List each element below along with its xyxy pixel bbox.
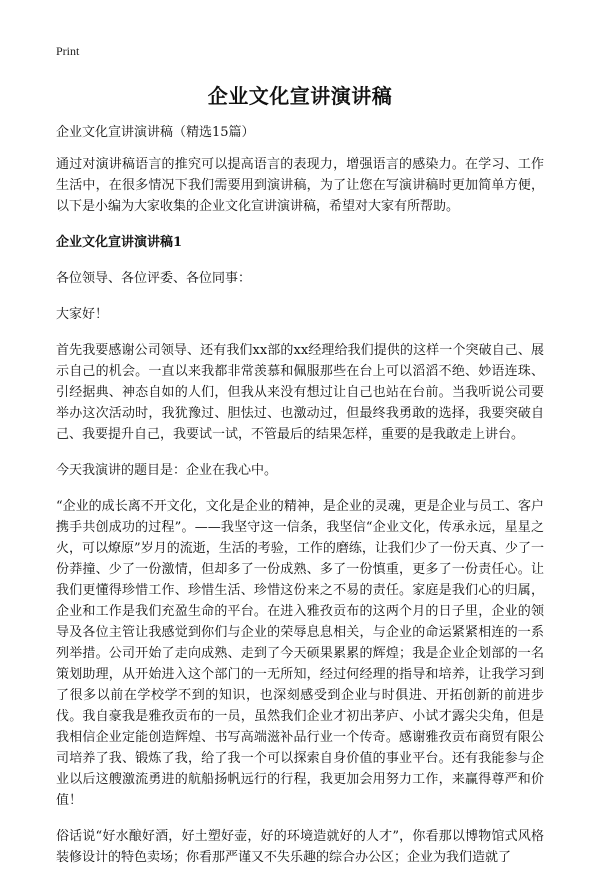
intro-paragraph: 通过对演讲稿语言的推究可以提高语言的表现力，增强语言的感染力。在学习、工作生活中，在很多情况下我们需要用到演讲稿，为了让您在写演讲稿时更加简单方便，以下是小编为大家收集的企业文化宣讲演讲稿，希望对大家有所帮助。 xyxy=(56,157,544,214)
greeting-paragraph: 大家好！ xyxy=(56,307,109,322)
page-title: 企业文化宣讲演讲稿 xyxy=(207,84,393,108)
article-subtitle: 企业文化宣讲演讲稿（精选15篇） xyxy=(56,125,255,140)
body-paragraph: “企业的成长离不开文化，文化是企业的精神，是企业的灵魂，更是企业与员工、客户携手共创成功的过程”。——我坚守这一信条，我坚信“企业文化，传承永远，星星之火，可以燎原”岁月的流逝，生活的考验，工作的磨练，让我们少了一份天真、少了一份莽撞、少了一份激情，但却多了一份成熟、多了一份慎重，更多了一份责任心。让我们更懂得珍惜工作、珍惜生活、珍惜这份来之不易的责任。家庭是我们心的归属，企业和工作是我们充盈生命的平台。在进入雅孜贡布的这两个月的日子里，企业的领导及各位主管让我感觉到你们与企业的荣辱息息相关，与企业的命运紧紧相连的一系列举措。公司开始了走向成熟、走到了今天硕果累累的辉煌；我是企业企划部的一名策划助理，从开始进入这个部门的一无所知，经过何经理的指导和培养，让我学习到了很多以前在学校学不到的知识，也深刻感受到企业与时俱进、开拓创新的前进步伐。我自豪我是雅孜贡布的一员，虽然我们企业才初出茅庐、小试才露尖尖角，但是我相信企业定能创造辉煌、书写高端滋补品行业一个传奇。感谢雅孜贡布商贸有限公司培养了我、锻炼了我，给了我一个可以探索自身价值的事业平台。还有我能参与企业以后这艘激流勇进的航船扬帆远行的行程，我更加会用努力工作，来赢得尊严和价值！ xyxy=(56,499,544,808)
body-paragraph: 首先我要感谢公司领导、还有我们xx部的xx经理给我们提供的这样一个突破自己、展示自己的机会。一直以来我都非常羡慕和佩服那些在台上可以滔滔不绝、妙语连珠、引经据典、神态自如的人们，但我从来没有想过让自己也站在台前。当我听说公司要举办这次活动时，我犹豫过、胆怯过、也激动过，但最终我勇敢的选择，我要突破自己、我要提升自己，我要试一试，不管最后的结果怎样，重要的是我敢走上讲台。 xyxy=(56,343,544,442)
salutation-paragraph: 各位领导、各位评委、各位同事： xyxy=(56,271,252,286)
section-heading: 企业文化宣讲演讲稿1 xyxy=(56,235,183,250)
article-body xyxy=(56,122,544,883)
print-link[interactable]: Print xyxy=(56,44,80,58)
body-paragraph: 今天我演讲的题目是：企业在我心中。 xyxy=(56,463,278,478)
body-paragraph: 俗话说“好水酿好酒，好土塑好壶，好的环境造就好的人才”，你看那以博物馆式风格装修设计的特色卖场；你看那严谨又不失乐趣的综合办公区；企业为我们造就了 xyxy=(56,829,544,865)
